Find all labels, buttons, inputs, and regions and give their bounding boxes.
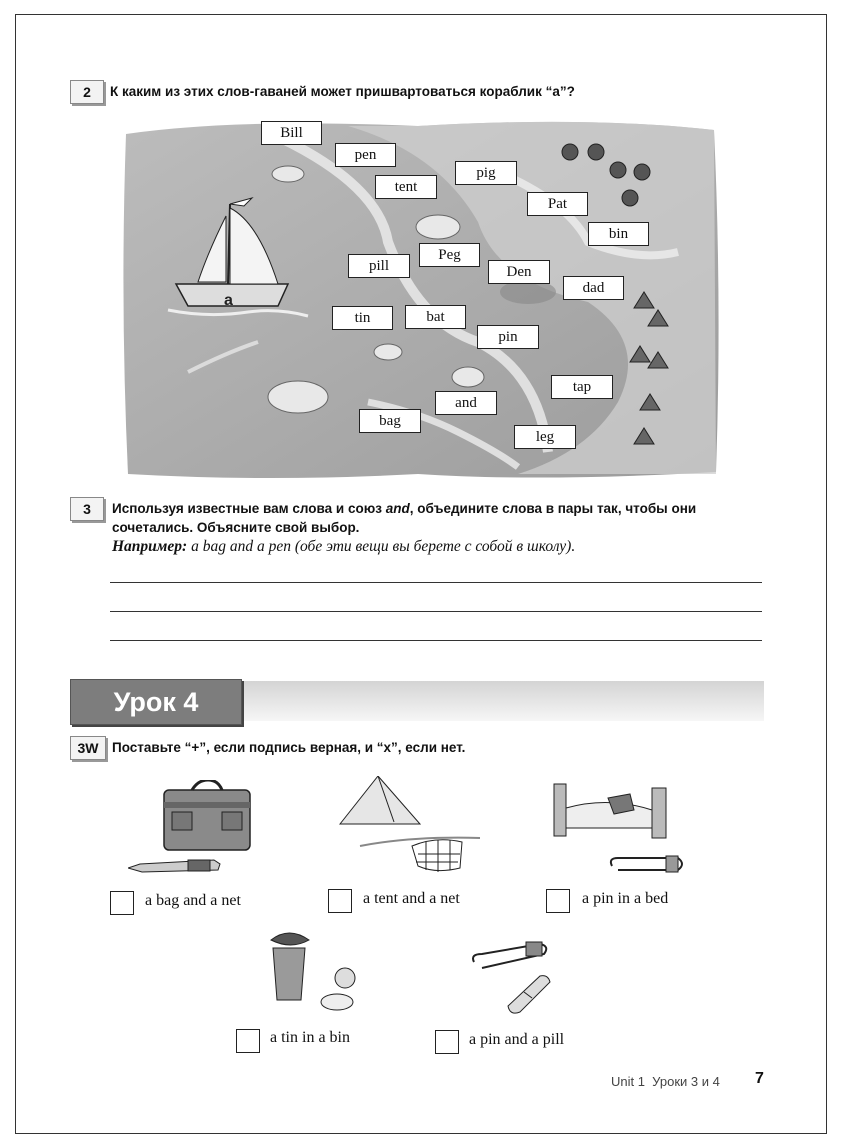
word-tin: tin [332,306,393,330]
lesson-header-bar [236,681,764,721]
word-bill: Bill [261,121,322,145]
answer-line-3[interactable] [110,640,762,641]
word-pen: pen [335,143,396,167]
word-dad: dad [563,276,624,300]
answer-line-1[interactable] [110,582,762,583]
lesson-title: Урок 4 [70,679,242,725]
task-3-example: Например: a bag and a pen (обе эти вещи вы берете с собой в школу). [112,538,576,555]
word-peg: Peg [419,243,480,267]
caption-pin-in-bed: a pin in a bed [582,890,669,907]
word-leg: leg [514,425,576,449]
bed-and-pin-picture [548,778,688,878]
word-pig: pig [455,161,517,185]
word-pill: pill [348,254,410,278]
word-bin: bin [588,222,649,246]
tent-and-net-picture [332,776,482,880]
caption-bag-and-net: a bag and a net [145,892,241,909]
tin-and-bin-picture [265,926,365,1016]
task-3w-instruction: Поставьте “+”, если подпись верная, и “x”, если нет. [112,740,466,755]
page-number: 7 [755,1070,764,1087]
bag-and-pen-picture [128,780,258,880]
word-bag: bag [359,409,421,433]
caption-tent-and-net: a tent and a net [363,890,460,907]
footer-unit-label: Unit 1 Уроки 3 и 4 [611,1074,720,1089]
word-tap: tap [551,375,613,399]
checkbox-bag-and-net[interactable] [110,891,134,915]
task-2-question: К каким из этих слов-гаваней может пришвартоваться кораблик “a”? [110,84,575,99]
answer-line-2[interactable] [110,611,762,612]
checkbox-tent-and-net[interactable] [328,889,352,913]
caption-pin-and-pill: a pin and a pill [469,1031,565,1048]
word-den: Den [488,260,550,284]
checkbox-tin-in-bin[interactable] [236,1029,260,1053]
checkbox-pin-in-bed[interactable] [546,889,570,913]
pin-and-pill-picture [470,940,560,1020]
word-tent: tent [375,175,437,199]
task-number-3w: 3W [70,736,106,760]
word-and: and [435,391,497,415]
ship-letter: a [224,292,233,309]
checkbox-pin-and-pill[interactable] [435,1030,459,1054]
task-number-2: 2 [70,80,104,104]
caption-tin-in-bin: a tin in a bin [270,1029,350,1046]
word-pin: pin [477,325,539,349]
task-number-3: 3 [70,497,104,521]
word-pat: Pat [527,192,588,216]
word-bat: bat [405,305,466,329]
task-3-text: Используя известные вам слова и союз and, объедините слова в пары так, чтобы они сочетались. Объясните свой выбор. [112,501,697,535]
